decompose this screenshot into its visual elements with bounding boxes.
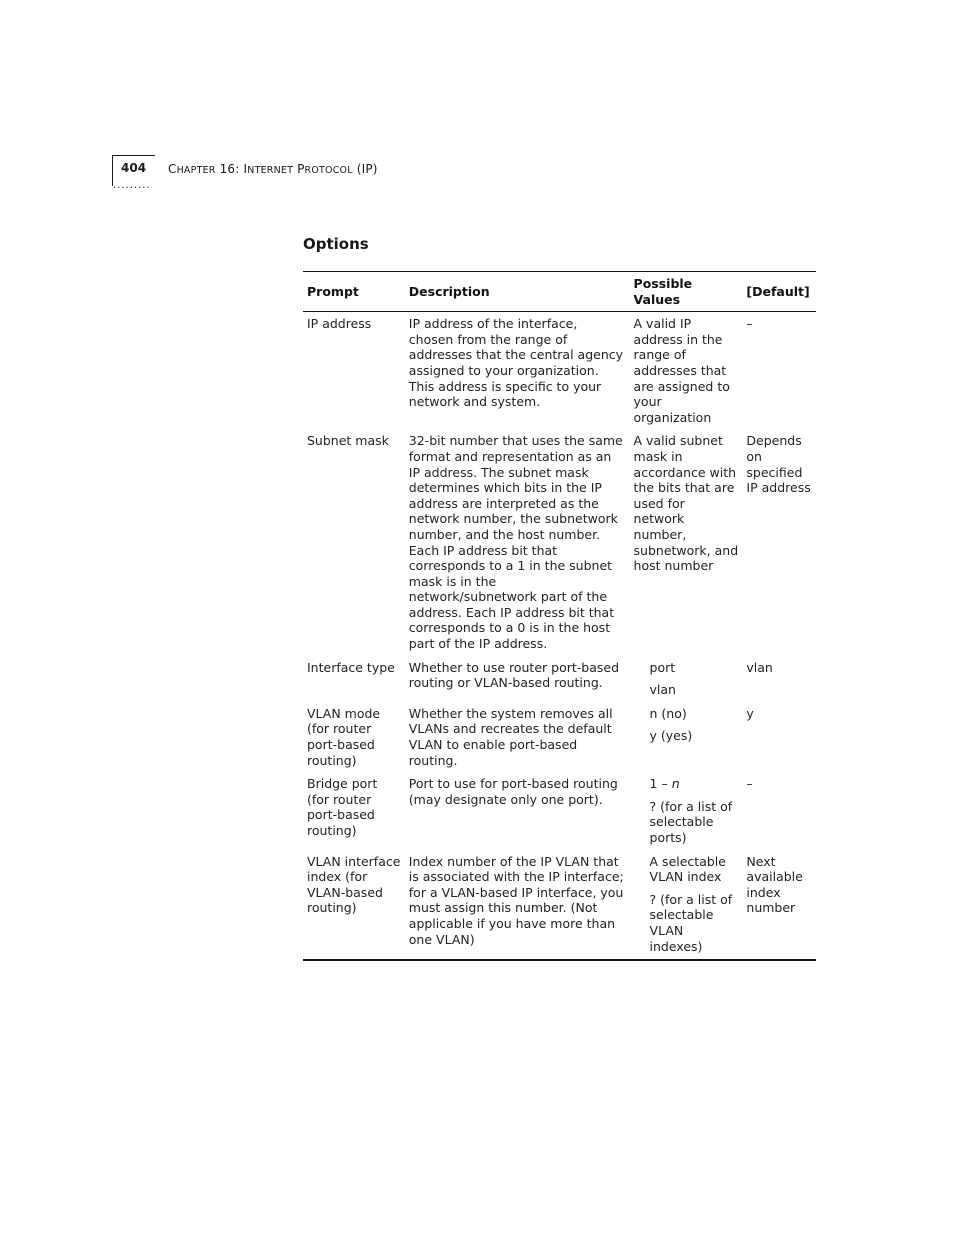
column-header-default: [Default]	[742, 272, 816, 312]
possible-values-cell	[630, 702, 743, 772]
prompt-cell: Bridge port (for router port-based routing)	[307, 776, 378, 838]
description-cell: IP address of the interface, chosen from the range of addresses that the central agency assigned to your organization. This address is specific to your network and system.	[408, 316, 624, 410]
chapter-title: CHAPTER 16: INTERNET PROTOCOL (IP)	[168, 162, 378, 176]
table-row	[303, 850, 816, 961]
possible-value: 1 – n	[649, 776, 680, 792]
description-cell: Port to use for port-based routing (may designate only one port).	[408, 776, 618, 807]
table-row	[303, 656, 816, 702]
prompt-cell: Interface type	[307, 659, 395, 675]
table-row	[303, 772, 816, 849]
default-cell: –	[746, 316, 753, 332]
possible-value: y (yes)	[649, 728, 693, 744]
column-header-possible-values: Possible Values	[630, 272, 743, 312]
table-row	[303, 312, 816, 430]
possible-values-cell	[630, 772, 743, 849]
table-row	[303, 429, 816, 655]
table-row	[303, 702, 816, 772]
possible-values-cell	[630, 312, 743, 430]
description-cell: Whether to use router port-based routing or VLAN-based routing.	[408, 659, 620, 691]
prompt-cell: VLAN mode (for router port-based routing)	[307, 705, 381, 768]
possible-value: A valid IP address in the range of addresses that are assigned to your organization	[633, 316, 730, 425]
page-number: 404	[121, 161, 147, 175]
description-cell: 32-bit number that uses the same format and representation as an IP address. The subnet mask determines which bits in the IP address are interpreted as the network number, the subnetwork number, and the host number. Each IP address bit that corresponds to a 1 in the subnet mask is in the network/subnetwork part of the address. Each IP address bit that corresponds to a 0 is in the host part of the IP address.	[408, 433, 623, 652]
column-header-description: Description	[405, 272, 630, 312]
possible-value: vlan	[649, 682, 676, 698]
possible-values-cell	[630, 656, 743, 702]
default-cell: y	[746, 705, 754, 721]
default-cell: –	[746, 776, 753, 792]
default-cell: Depends on specified IP address	[746, 433, 811, 496]
possible-values-cell	[630, 850, 743, 961]
possible-value: ? (for a list of selectable ports)	[649, 798, 733, 845]
prompt-cell: IP address	[307, 316, 372, 332]
possible-value: n (no)	[649, 705, 687, 721]
prompt-cell: VLAN interface index (for VLAN-based routing)	[303, 850, 405, 961]
table-header-row	[303, 272, 816, 312]
possible-value: ? (for a list of selectable VLAN indexes)	[649, 891, 733, 954]
prompt-cell: Subnet mask	[307, 433, 389, 449]
possible-values-cell	[630, 429, 743, 655]
possible-value: port	[649, 659, 676, 675]
default-cell: vlan	[746, 659, 773, 675]
options-table	[303, 271, 816, 961]
description-cell: Index number of the IP VLAN that is associated with the IP interface; for a VLAN-based IP interface, you must assign this number. (Not applicable if you have more than one VLAN)	[405, 850, 630, 961]
description-cell: Whether the system removes all VLANs and recreates the default VLAN to enable port-based routing.	[408, 705, 613, 768]
header-dotted-decoration: ·········	[113, 183, 151, 194]
column-header-prompt: Prompt	[303, 272, 405, 312]
section-title: Options	[303, 235, 369, 253]
default-cell: Next available index number	[742, 850, 816, 961]
possible-value: A valid subnet mask in accordance with the bits that are used for network number, subnetwork, and host number	[633, 433, 739, 574]
possible-value: A selectable VLAN index	[649, 853, 726, 885]
